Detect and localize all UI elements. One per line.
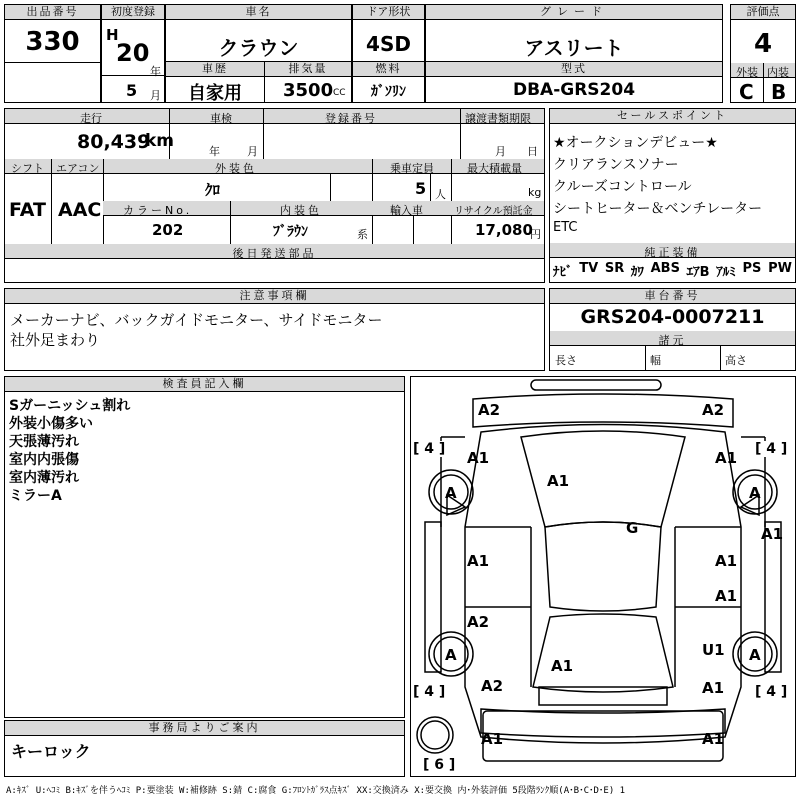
tire-tread: [ 4 ]: [755, 441, 788, 457]
history-box: [165, 61, 265, 103]
maxload-unit: kg: [528, 186, 542, 199]
car-outline: [411, 377, 795, 776]
color-label: 外装色: [215, 162, 257, 175]
damage-mark: A: [749, 484, 761, 502]
car-name: クラウン: [218, 36, 299, 60]
equipment-item: ﾅﾋﾞ: [553, 265, 573, 280]
notes-box: [4, 288, 545, 371]
tire-tread: [ 6 ]: [423, 757, 456, 773]
lot-number: 330: [25, 27, 80, 57]
maxload-label: 最大積載量: [467, 162, 522, 175]
recycle-label: リサイクル預託金: [454, 206, 533, 217]
interior-label: 内装色: [280, 204, 322, 217]
tire-tread: [ 4 ]: [755, 684, 788, 700]
shift-value: FAT: [9, 199, 46, 221]
spec-block: [4, 108, 545, 283]
capacity-label: 乗車定員: [390, 162, 434, 175]
reg-year: 20: [116, 39, 150, 67]
history-label: 車歴: [166, 62, 264, 77]
model-label: 型式: [426, 62, 722, 77]
chassis-value: GRS204-0007211: [580, 306, 765, 328]
damage-mark: A1: [761, 525, 784, 543]
model-box: [425, 61, 723, 103]
fuel-value: ｶﾞｿﾘﾝ: [371, 84, 406, 100]
damage-diagram: [410, 376, 796, 777]
inspector-line: 室内内張傷: [9, 452, 79, 468]
mileage-label: 走行: [80, 112, 102, 125]
later-parts-label: 後日発送部品: [232, 247, 317, 260]
notes-label: 注意事項欄: [5, 289, 544, 304]
recycle-unit: 円: [530, 228, 541, 241]
sales-item: ★オークションデビュー★: [553, 135, 718, 151]
equipment-item: SR: [604, 261, 625, 276]
equipment-item: PS: [742, 261, 762, 276]
score-int-label: 内装: [767, 66, 789, 79]
equipment-item: PW: [768, 261, 792, 276]
lot-box: [4, 4, 101, 103]
sales-item: ETC: [553, 220, 578, 235]
transfer-month-unit: 月: [495, 145, 506, 158]
interior-suffix: 系: [357, 228, 368, 241]
score-box: [730, 4, 796, 103]
transfer-day-unit: 日: [527, 145, 538, 158]
colorno-label: カラーNo.: [123, 204, 193, 217]
shift-label: シフト: [11, 162, 44, 175]
grade-box: [425, 4, 723, 62]
displacement-label: 排気量: [265, 62, 351, 77]
damage-mark: A1: [715, 587, 738, 605]
recycle-value: 17,080: [475, 221, 533, 239]
score-ext-label: 外装: [736, 66, 758, 79]
damage-mark: A: [749, 646, 761, 664]
equipment-item: ABS: [650, 261, 680, 276]
office-label: 事務局よりご案内: [5, 721, 404, 736]
inspector-label: 検査員記入欄: [5, 377, 404, 392]
damage-mark: A2: [478, 401, 501, 419]
model-value: DBA-GRS204: [512, 80, 636, 100]
mileage-value: 80,439: [77, 131, 151, 153]
displacement-value: 3500: [283, 80, 334, 101]
reg-label: 初度登録: [102, 5, 164, 20]
reg-year-unit: 年: [150, 65, 161, 78]
transfer-label: 譲渡書類期限: [465, 112, 531, 125]
door-box: [352, 4, 425, 62]
damage-mark: A1: [467, 552, 490, 570]
damage-mark: A1: [467, 449, 490, 467]
dims-length: 長さ: [555, 354, 577, 367]
equipment-item: ｶﾜ: [630, 265, 644, 280]
dims-width: 幅: [650, 354, 661, 367]
chassis-box: [549, 288, 796, 371]
dims-height: 高さ: [725, 354, 747, 367]
office-box: [4, 720, 405, 777]
damage-mark: A: [445, 646, 457, 664]
inspection-year-unit: 年: [209, 145, 220, 158]
sales-label: セールスポイント: [550, 109, 795, 124]
reg-era: H: [106, 26, 119, 44]
grade-label: グレード: [426, 5, 722, 20]
tire-tread: [ 4 ]: [413, 441, 446, 457]
equipment-list: [553, 261, 792, 280]
car-name-box: [165, 4, 352, 62]
sales-item: クルーズコントロール: [553, 179, 692, 195]
displacement-unit: CC: [333, 88, 346, 98]
capacity-unit: 人: [435, 188, 446, 201]
damage-mark: A1: [481, 730, 504, 748]
tire-tread: [ 4 ]: [413, 684, 446, 700]
interior-value: ﾌﾞﾗｳﾝ: [273, 224, 308, 240]
car-name-label: 車名: [166, 5, 351, 20]
colorno-value: 202: [152, 221, 184, 239]
reg-month: 5: [126, 81, 138, 100]
fuel-label: 燃料: [353, 62, 424, 77]
damage-mark: A: [445, 484, 457, 502]
notes-line: メーカーナビ、バックガイドモニター、サイドモニター: [10, 311, 383, 329]
damage-mark: G: [626, 519, 639, 537]
notes-line: 社外足まわり: [10, 331, 101, 349]
damage-mark: A1: [702, 679, 725, 697]
score-int: B: [771, 80, 787, 104]
regno-label: 登録番号: [325, 112, 377, 125]
inspector-line: ミラーA: [9, 488, 62, 504]
history-value: 自家用: [188, 83, 242, 104]
damage-mark: A1: [702, 730, 725, 748]
inspector-line: 室内薄汚れ: [9, 470, 79, 486]
ac-value: AAC: [58, 199, 102, 221]
inspection-label: 車検: [210, 112, 232, 125]
equipment-label: 純正装備: [644, 246, 701, 259]
equipment-item: ｱﾙﾐ: [716, 265, 736, 280]
damage-mark: A1: [551, 657, 574, 675]
chassis-label: 車台番号: [550, 289, 795, 304]
score-label: 評価点: [731, 5, 795, 20]
inspector-line: Sガーニッシュ割れ: [9, 398, 131, 414]
ac-label: エアコン: [56, 162, 100, 175]
capacity-value: 5: [415, 179, 427, 198]
color-value: ｸﾛ: [205, 181, 221, 199]
score-ext: C: [739, 80, 754, 104]
import-label: 輸入車: [390, 204, 423, 217]
door-value: 4SD: [366, 32, 411, 56]
inspector-line: 天張薄汚れ: [9, 434, 79, 450]
damage-mark: A2: [467, 613, 490, 631]
office-value: キーロック: [11, 742, 91, 761]
score-value: 4: [753, 29, 773, 59]
dims-label: 諸元: [658, 334, 687, 347]
equipment-item: TV: [579, 261, 599, 276]
damage-mark: U1: [702, 641, 725, 659]
inspector-box: [4, 376, 405, 718]
displacement-box: [264, 61, 352, 103]
reg-month-unit: 月: [150, 89, 161, 102]
sales-item: シートヒーター＆ベンチレーター: [553, 201, 763, 217]
damage-mark: A2: [481, 677, 504, 695]
mileage-unit: km: [145, 131, 175, 151]
registration-box: [101, 4, 165, 103]
grade-value: アスリート: [524, 36, 624, 60]
damage-mark: A1: [715, 552, 738, 570]
fuel-box: [352, 61, 425, 103]
inspection-month-unit: 月: [247, 145, 258, 158]
door-label: ドア形状: [353, 5, 424, 20]
lot-label: 出品番号: [5, 5, 100, 20]
sales-item: クリアランスソナー: [553, 157, 679, 173]
inspector-line: 外装小傷多い: [9, 416, 93, 432]
equipment-item: ｴｱB: [686, 265, 710, 280]
damage-mark: A1: [715, 449, 738, 467]
sales-box: [549, 108, 796, 283]
legend: A:ｷｽﾞ U:ﾍｺﾐ B:ｷｽﾞを伴うﾍｺﾐ P:要塗装 W:補修跡 S:錆 C:腐食 G:ﾌﾛﾝﾄｶﾞﾗｽ点ｷｽﾞ XX:交換済み X:要交換 内･外装評価 5段階ﾗﾝｸ順(A･B･C･D･E) 1: [6, 786, 626, 796]
damage-mark: A2: [702, 401, 725, 419]
damage-mark: A1: [547, 472, 570, 490]
